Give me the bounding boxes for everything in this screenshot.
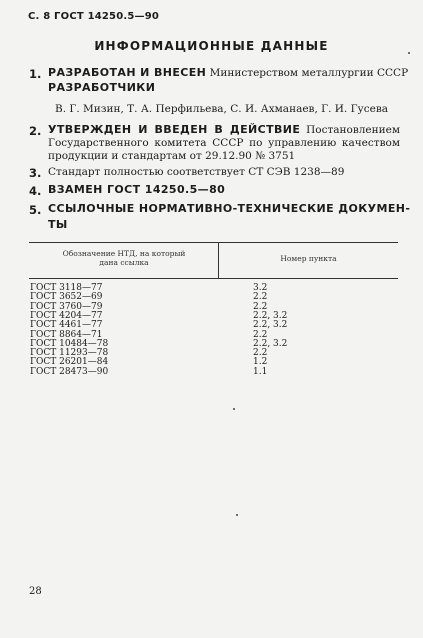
section-5-heading: ССЫЛОЧНЫЕ НОРМАТИВНО-ТЕХНИЧЕСКИЕ ДОКУМЕН- bbox=[48, 202, 411, 215]
section-1-number: 1. bbox=[29, 67, 42, 81]
table-cell-item: 1.2 bbox=[253, 357, 268, 368]
table-cell-item: 2.2 bbox=[253, 301, 268, 312]
table-header-rule bbox=[29, 278, 398, 279]
scan-speck bbox=[233, 408, 235, 410]
table-cell-item: 2.2, 3.2 bbox=[253, 320, 288, 331]
section-1-line bbox=[48, 66, 409, 79]
table-cell-document: ГОСТ 28473—90 bbox=[30, 366, 109, 377]
table-cell-document: ГОСТ 10484—78 bbox=[30, 338, 109, 349]
table-header-col2: Номер пункта bbox=[280, 254, 337, 263]
page-title: ИНФОРМАЦИОННЫЕ ДАННЫЕ bbox=[94, 39, 329, 53]
running-head: С. 8 ГОСТ 14250.5—90 bbox=[28, 11, 160, 22]
developers-heading: РАЗРАБОТЧИКИ bbox=[48, 81, 156, 94]
table-cell-item: 3.2 bbox=[253, 283, 268, 293]
table-top-rule bbox=[29, 242, 398, 243]
section-2-line-1 bbox=[48, 124, 400, 136]
section-4-number: 4. bbox=[29, 184, 42, 198]
table-row bbox=[30, 368, 267, 377]
section-2-line-2: Государственного комитета СССР по управлению качеством bbox=[48, 137, 400, 149]
table-cell-item: 2.2 bbox=[253, 329, 268, 340]
scan-speck bbox=[236, 514, 238, 516]
developers-names: В. Г. Мизин, Т. А. Перфильева, С. И. Ахманаев, Г. И. Гусева bbox=[55, 103, 388, 115]
table-cell-item: 2.2, 3.2 bbox=[253, 310, 288, 321]
table-row bbox=[30, 321, 287, 330]
table-cell-document: ГОСТ 26201—84 bbox=[30, 357, 109, 368]
table-cell-item: 2.2 bbox=[253, 292, 268, 303]
section-2-heading: УТВЕРЖДЕН И ВВЕДЕН В ДЕЙСТВИЕ bbox=[48, 123, 301, 136]
table-cell-item: 2.2 bbox=[253, 348, 268, 359]
section-4-heading: ВЗАМЕН ГОСТ 14250.5—80 bbox=[48, 183, 226, 196]
section-3-text: Стандарт полностью соответствует СТ СЭВ 1238—89 bbox=[48, 166, 345, 178]
section-5-line-1 bbox=[48, 202, 411, 215]
section-5-heading-cont: ТЫ bbox=[48, 218, 68, 231]
table-cell-document: ГОСТ 4204—77 bbox=[30, 310, 103, 321]
table-cell-document: ГОСТ 4461—77 bbox=[30, 320, 103, 331]
section-1-heading: РАЗРАБОТАН И ВНЕСЕН bbox=[48, 66, 207, 79]
table-cell-document: ГОСТ 3118—77 bbox=[30, 283, 103, 293]
scan-speck bbox=[408, 52, 410, 54]
section-2-line-3: продукции и стандартам от 29.12.90 № 3751 bbox=[48, 150, 296, 162]
developers-heading-line bbox=[48, 82, 400, 94]
section-5-number: 5. bbox=[29, 203, 42, 217]
table-cell-item: 2.2, 3.2 bbox=[253, 338, 288, 349]
section-5-line-2 bbox=[48, 219, 400, 231]
section-2-text: Постановлением bbox=[306, 124, 401, 136]
table-cell-document: ГОСТ 8864—71 bbox=[30, 329, 103, 340]
table-header-col1 bbox=[30, 249, 218, 267]
section-1-text: Министерством металлургии СССР bbox=[209, 67, 409, 79]
page-number: 28 bbox=[29, 586, 42, 597]
table-cell-document: ГОСТ 3652—69 bbox=[30, 292, 103, 303]
table-cell-document: ГОСТ 3760—79 bbox=[30, 301, 103, 312]
section-3-number: 3. bbox=[29, 166, 42, 180]
section-2-number: 2. bbox=[29, 124, 42, 138]
table-cell-document: ГОСТ 11293—78 bbox=[30, 348, 109, 359]
table-header-col1-line1: Обозначение НТД, на который bbox=[62, 249, 186, 258]
table-row bbox=[30, 293, 267, 302]
table-cell-item: 1.1 bbox=[253, 366, 268, 377]
table-header-col1-line2: дана ссылка bbox=[99, 258, 149, 267]
section-4-line bbox=[48, 184, 400, 196]
